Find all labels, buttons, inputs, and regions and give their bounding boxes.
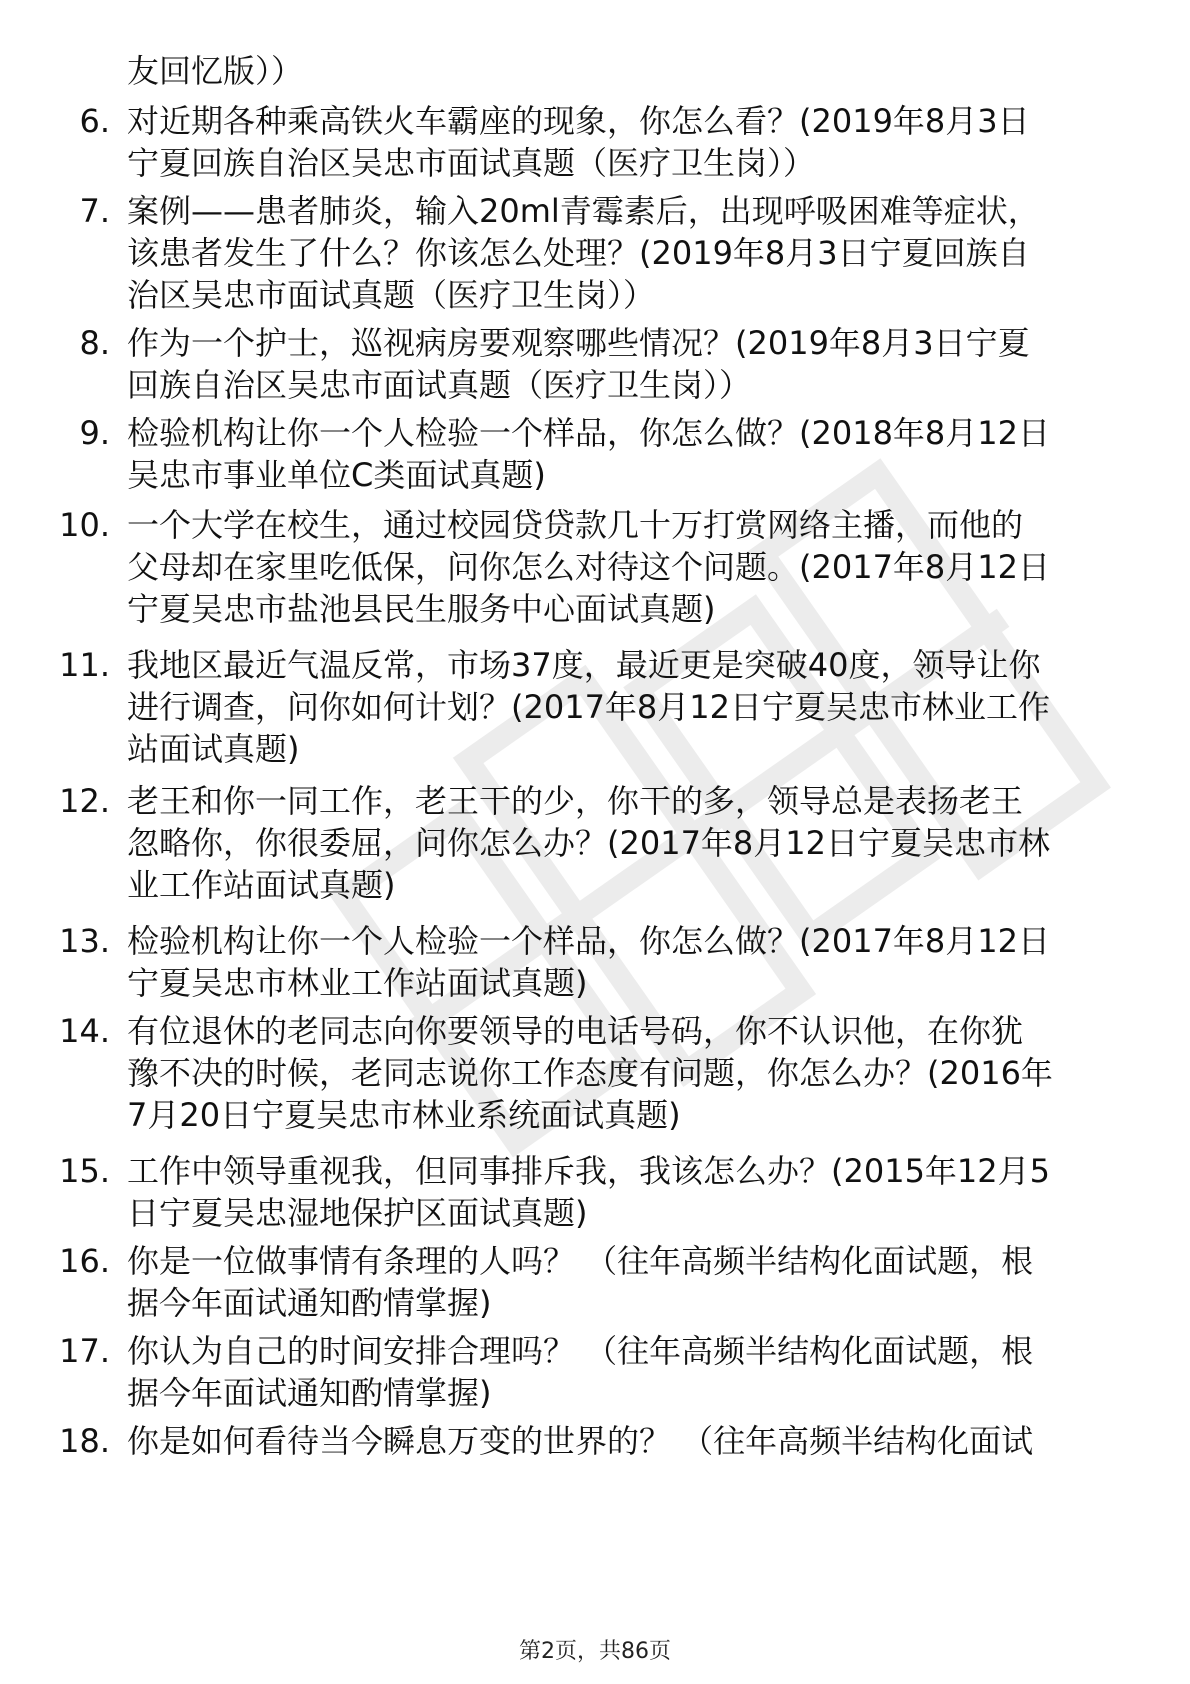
question-number: 13. xyxy=(59,922,110,960)
question-number: 6. xyxy=(79,102,110,140)
question-number: 18. xyxy=(59,1422,110,1460)
question-text-line: 一个大学在校生，通过校园贷贷款几十万打赏网络主播，而他的 xyxy=(127,506,1024,544)
question-text xyxy=(127,920,1127,1004)
question-text xyxy=(127,190,1127,316)
question-text-line: 进行调查，问你如何计划？(2017年8月12日宁夏吴忠市林业工作 xyxy=(127,688,1051,726)
question-text-line: 7月20日宁夏吴忠市林业系统面试真题) xyxy=(127,1096,681,1134)
question-number: 7. xyxy=(79,192,110,230)
question-text-line: 检验机构让你一个人检验一个样品，你怎么做？(2017年8月12日 xyxy=(127,922,1051,960)
question-text-line: 忽略你，你很委屈，问你怎么办？(2017年8月12日宁夏吴忠市林 xyxy=(127,824,1051,862)
question-text xyxy=(127,100,1127,184)
question-number: 17. xyxy=(59,1332,110,1370)
question-text-line: 回族自治区吴忠市面试真题（医疗卫生岗）） xyxy=(127,366,752,404)
question-number: 9. xyxy=(79,414,110,452)
question-text-line: 该患者发生了什么？你该怎么处理？(2019年8月3日宁夏回族自 xyxy=(127,234,1030,272)
question-text-line: 据今年面试通知酌情掌握) xyxy=(127,1284,492,1322)
question-text xyxy=(127,1010,1127,1136)
question-text-line: 检验机构让你一个人检验一个样品，你怎么做？(2018年8月12日 xyxy=(127,414,1051,452)
question-text-line: 有位退休的老同志向你要领导的电话号码，你不认识他，在你犹 xyxy=(127,1012,1024,1050)
question-number: 16. xyxy=(59,1242,110,1280)
question-text-line: 治区吴忠市面试真题（医疗卫生岗）） xyxy=(127,276,656,314)
question-number: 12. xyxy=(59,782,110,820)
question-text xyxy=(127,1330,1127,1414)
question-text-line: 据今年面试通知酌情掌握) xyxy=(127,1374,492,1412)
question-text-line: 站面试真题) xyxy=(127,730,300,768)
question-text xyxy=(127,322,1127,406)
question-text xyxy=(127,1420,1127,1462)
question-text-line: 日宁夏吴忠湿地保护区面试真题) xyxy=(127,1194,588,1232)
question-text-line: 案例——患者肺炎，输入20ml青霉素后，出现呼吸困难等症状， xyxy=(127,192,1040,230)
question-number: 10. xyxy=(59,506,110,544)
question-text-line: 父母却在家里吃低保，问你怎么对待这个问题。(2017年8月12日 xyxy=(127,548,1051,586)
question-text xyxy=(127,412,1127,496)
question-text-line: 你是一位做事情有条理的人吗？ （往年高频半结构化面试题，根 xyxy=(127,1242,1034,1280)
question-text-line: 对近期各种乘高铁火车霸座的现象，你怎么看？(2019年8月3日 xyxy=(127,102,1030,140)
question-text-line: 你认为自己的时间安排合理吗？ （往年高频半结构化面试题，根 xyxy=(127,1332,1034,1370)
question-text-line: 宁夏吴忠市林业工作站面试真题) xyxy=(127,964,588,1002)
page-footer: 第2页，共86页 xyxy=(519,1639,671,1664)
question-text-line: 豫不决的时候，老同志说你工作态度有问题，你怎么办？(2016年 xyxy=(127,1054,1053,1092)
question-text-line: 你是如何看待当今瞬息万变的世界的？ （往年高频半结构化面试 xyxy=(127,1422,1034,1460)
question-text xyxy=(127,644,1127,770)
question-text xyxy=(127,1150,1127,1234)
question-text xyxy=(127,504,1127,630)
carry-over-text xyxy=(127,50,1117,92)
question-text xyxy=(127,1240,1127,1324)
question-text-line: 吴忠市事业单位C类面试真题) xyxy=(127,456,546,494)
question-text-line: 作为一个护士，巡视病房要观察哪些情况？(2019年8月3日宁夏 xyxy=(127,324,1030,362)
question-text-line: 老王和你一同工作，老王干的少，你干的多，领导总是表扬老王 xyxy=(127,782,1024,820)
question-text-line: 宁夏吴忠市盐池县民生服务中心面试真题) xyxy=(127,590,716,628)
question-text-line: 工作中领导重视我，但同事排斥我，我该怎么办？(2015年12月5 xyxy=(127,1152,1051,1190)
question-text-line: 业工作站面试真题) xyxy=(127,866,396,904)
carry-over-line: 友回忆版）） xyxy=(127,52,304,90)
question-text-line: 宁夏回族自治区吴忠市面试真题（医疗卫生岗）） xyxy=(127,144,816,182)
question-text xyxy=(127,780,1127,906)
question-number: 14. xyxy=(59,1012,110,1050)
question-number: 15. xyxy=(59,1152,110,1190)
question-text-line: 我地区最近气温反常，市场37度，最近更是突破40度，领导让你 xyxy=(127,646,1041,684)
question-number: 8. xyxy=(79,324,110,362)
question-number: 11. xyxy=(59,646,110,684)
